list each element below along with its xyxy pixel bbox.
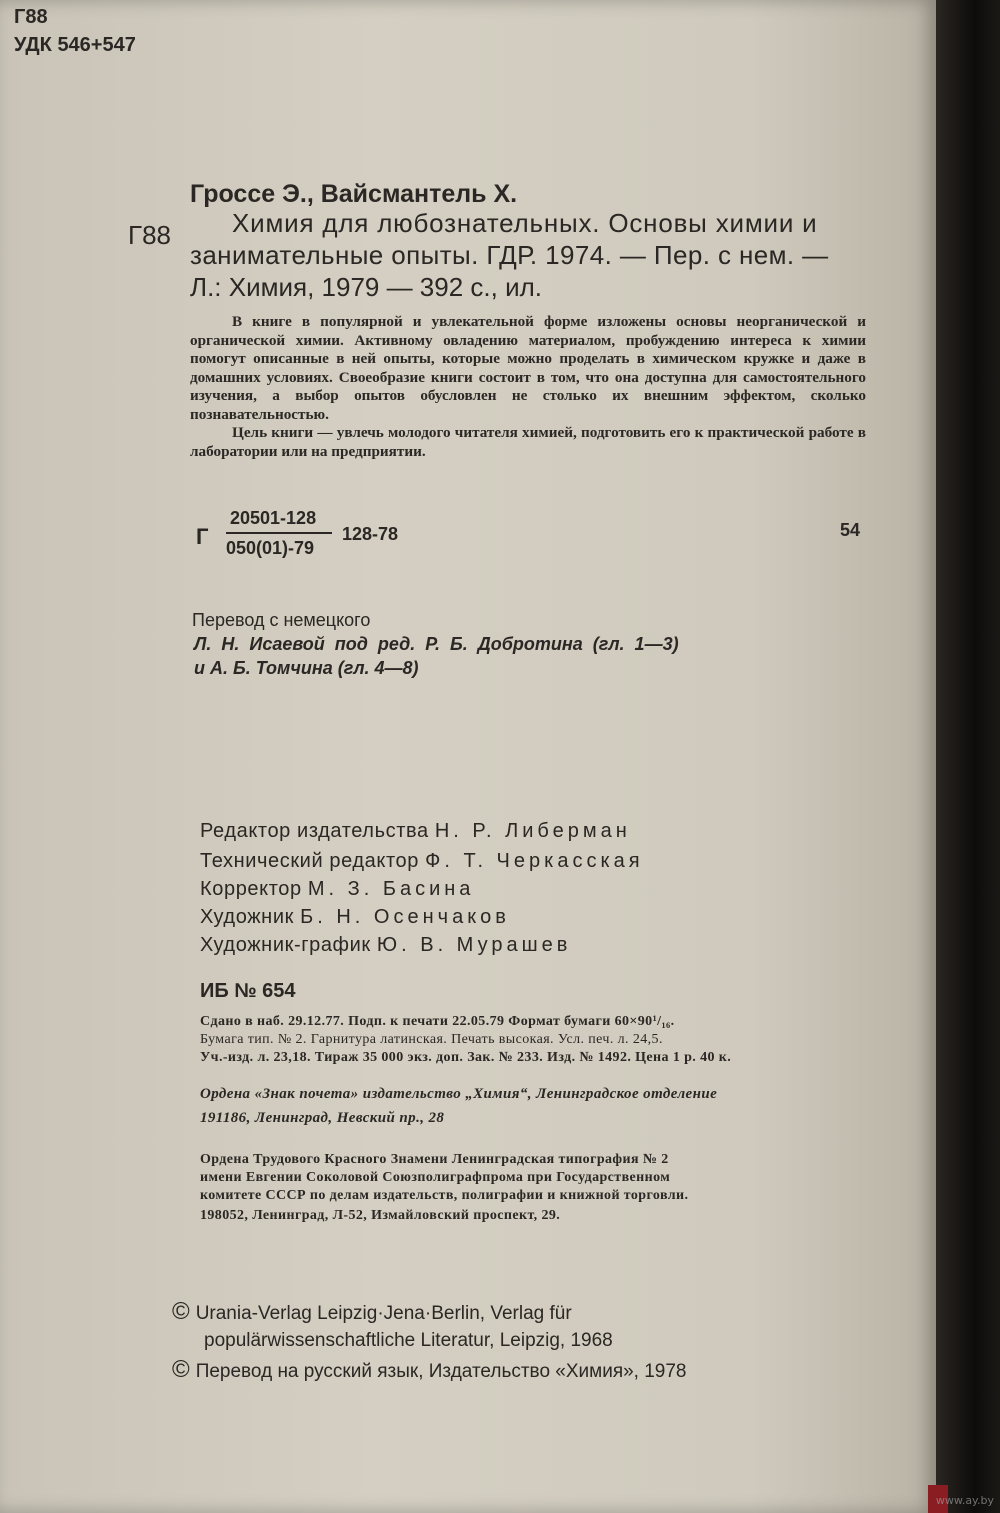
printer-line-4: 198052, Ленинград, Л-52, Измайловский проспект, 29.: [200, 1208, 561, 1223]
translation-heading: Перевод с немецкого: [192, 610, 371, 630]
copyright-icon: ©: [172, 1298, 190, 1325]
staff-tech-editor: [200, 850, 644, 873]
classification-letter: Г: [196, 524, 209, 549]
classification-denominator: 050(01)-79: [226, 538, 315, 558]
imprint-line-1: Сдано в наб. 29.12.77. Подп. к печати 22.05.79 Формат бумаги 60×90¹/₁₆.: [200, 1014, 675, 1029]
imprint-line-2: Бумага тип. № 2. Гарнитура латинская. Печать высокая. Усл. печ. л. 24,5.: [200, 1032, 663, 1047]
ib-number: ИБ № 654: [200, 980, 296, 1002]
classification-right: 54: [840, 520, 861, 540]
copyright-original-2: populärwissenschaftliche Literatur, Leipzig, 1968: [204, 1330, 613, 1351]
record-code: Г88: [128, 220, 171, 250]
annotation: [190, 313, 866, 461]
watermark: www.ay.by: [935, 1494, 994, 1507]
staff-role: Художник: [200, 906, 294, 928]
authors: Гроссе Э., Вайсмантель Х.: [190, 180, 518, 208]
staff-graphic-artist: [200, 934, 571, 957]
printer-line-2: имени Евгении Соколовой Союзполиграфпрома при Государственном: [200, 1170, 671, 1185]
udk-code: УДК 546+547: [14, 34, 136, 56]
copyright-text: Urania-Verlag Leipzig·Jena·Berlin, Verlag für: [195, 1303, 572, 1324]
publisher-line-2: 191186, Ленинград, Невский пр., 28: [200, 1110, 445, 1126]
title-line-2: занимательные опыты. ГДР. 1974. — Пер. с нем. —: [190, 240, 829, 270]
staff-editor: [200, 820, 631, 843]
staff-role: Редактор издательства: [200, 820, 429, 842]
staff-name: Н. Р. Либерман: [434, 820, 631, 842]
copyright-translation: [172, 1356, 687, 1384]
book-edge: [936, 0, 1000, 1513]
publisher-line-1: Ордена «Знак почета» издательство „Химия“, Ленинградское отделение: [200, 1086, 718, 1102]
title-line-1: Химия для любознательных. Основы химии и: [232, 208, 818, 238]
staff-name: М. З. Басина: [307, 878, 475, 900]
title-line-3: Л.: Химия, 1979 — 392 с., ил.: [190, 272, 543, 302]
staff-role: Технический редактор: [200, 850, 419, 872]
corner-code: Г88: [14, 6, 48, 28]
staff-role: Корректор: [200, 878, 302, 900]
imprint-line-3: Уч.-изд. л. 23,18. Тираж 35 000 экз. доп. Зак. № 233. Изд. № 1492. Цена 1 р. 40 к.: [200, 1050, 732, 1065]
printer-line-1: Ордена Трудового Красного Знамени Ленинградская типография № 2: [200, 1152, 669, 1167]
staff-role: Художник-график: [200, 934, 371, 956]
classification-suffix: 128-78: [342, 524, 399, 544]
copyright-original: [172, 1298, 572, 1326]
classification-numerator: 20501-128: [230, 508, 317, 528]
copyright-text: Перевод на русский язык, Издательство «Химия», 1978: [195, 1361, 687, 1382]
annotation-paragraph: Цель книги — увлечь молодого читателя химией, подготовить его к практической работе в лаборатории или на предприятии.: [190, 424, 866, 460]
staff-proofreader: [200, 878, 474, 901]
printer-line-3: комитете СССР по делам издательств, полиграфии и книжной торговли.: [200, 1188, 689, 1203]
staff-name: Ю. В. Мурашев: [376, 934, 572, 956]
fraction-line: [226, 532, 332, 534]
copyright-icon: ©: [172, 1356, 190, 1383]
staff-name: Б. Н. Осенчаков: [300, 906, 510, 928]
annotation-paragraph: В книге в популярной и увлекательной форме изложены основы неорганической и органической химии. Активному овладению материалом, пробуждению интереса к химии помогут описанные в ней опыты, которые можно проделать в химическом кружке и даже в домашних условиях. Своеобразие книги состоит в том, что она доступна для самостоятельного изучения, а выбор опытов обусловлен не столько их внешним эффектом, сколько познавательностью.: [190, 313, 866, 423]
translation-translators-2: и А. Б. Томчина (гл. 4—8): [194, 658, 419, 678]
staff-name: Ф. Т. Черкасская: [425, 850, 644, 872]
staff-artist: [200, 906, 510, 929]
translation-translators: Л. Н. Исаевой под ред. Р. Б. Добротина (гл. 1—3): [194, 634, 679, 654]
